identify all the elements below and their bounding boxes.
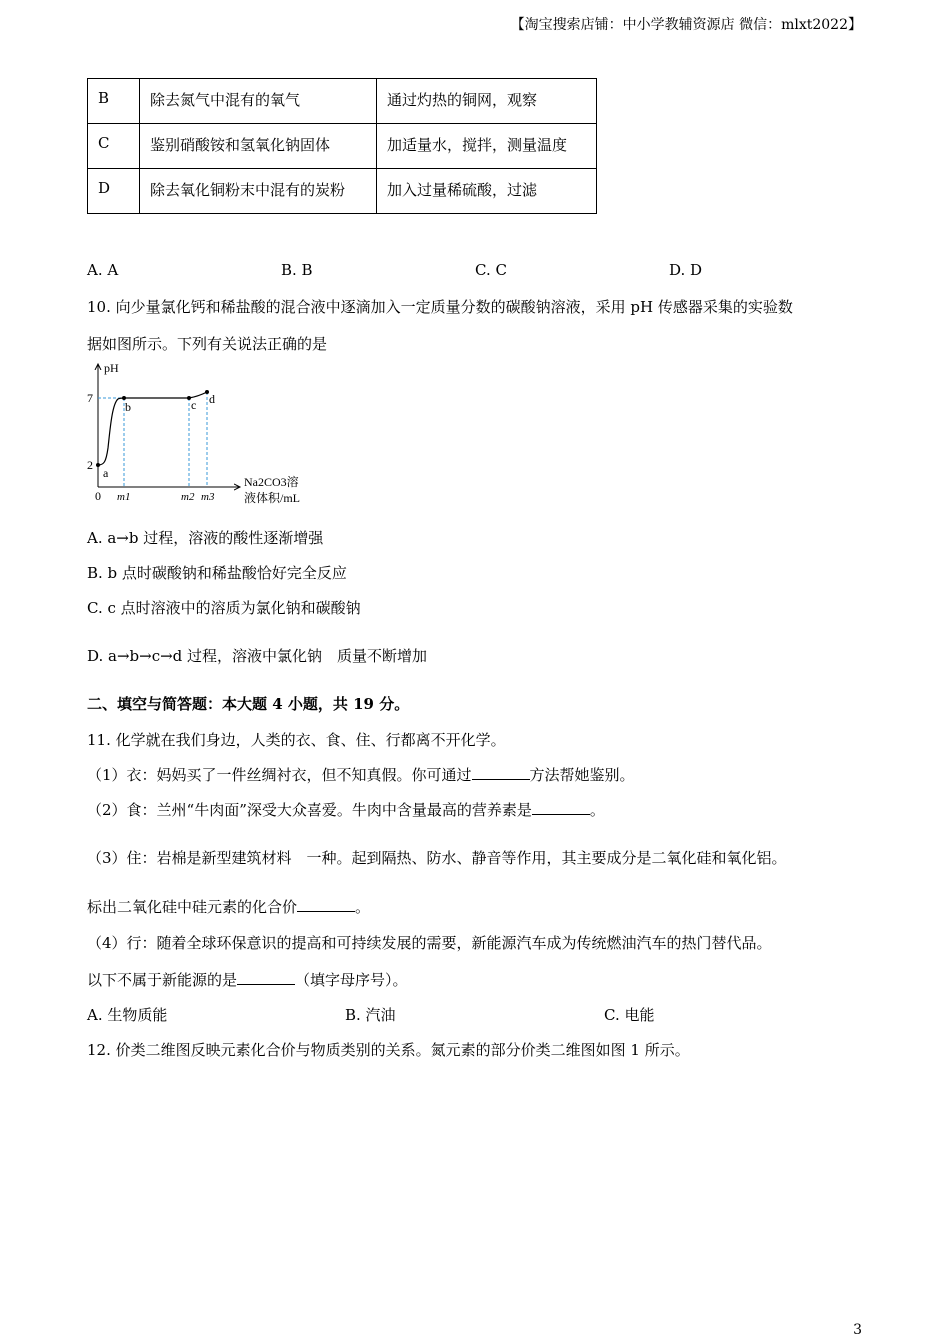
x-axis-label-line1: Na2CO3溶 — [244, 475, 299, 489]
y-axis-label: pH — [104, 361, 119, 375]
q11-part2-text: （2）食：兰州“牛肉面”深受大众喜爱。牛肉中含量最高的营养素是 — [87, 801, 532, 819]
answer-blank[interactable] — [297, 897, 355, 912]
row-purpose: 除去氧化铜粉末中混有的炭粉 — [140, 169, 377, 214]
q11-part4-tail: （填字母序号）。 — [295, 971, 408, 989]
point-a — [96, 463, 100, 467]
row-method: 通过灼热的铜网，观察 — [377, 79, 597, 124]
x-tick-m3: m3 — [201, 491, 215, 503]
q11-option-c: C. 电能 — [604, 1006, 655, 1024]
point-label-c: c — [191, 398, 197, 412]
options-table — [87, 78, 597, 214]
table-row — [88, 124, 597, 169]
page-header: 【淘宝搜索店铺：中小学教辅资源店 微信：mlxt2022】 — [510, 17, 862, 33]
x-axis-label-line2: 液体积/mL — [244, 491, 300, 505]
page-number: 3 — [853, 1322, 862, 1338]
answer-blank[interactable] — [237, 970, 295, 985]
q12-stem: 12. 价类二维图反映元素化合价与物质类别的关系。氮元素的部分价类二维图如图 1 所示。 — [87, 1041, 690, 1059]
q10-stem-line2: 据如图所示。下列有关说法正确的是 — [87, 335, 328, 353]
q9-option-c: C. C — [475, 261, 507, 279]
row-method: 加适量水，搅拌，测量温度 — [377, 124, 597, 169]
row-label: B — [88, 79, 140, 124]
q11-option-b: B. 汽油 — [345, 1006, 396, 1024]
q11-part3-line1: （3）住：岩棉是新型建筑材料 一种。起到隔热、防水、静音等作用，其主要成分是二氧化硅和氧化铝。 — [87, 849, 787, 867]
q10-stem-line1: 10. 向少量氯化钙和稀盐酸的混合液中逐滴加入一定质量分数的碳酸钠溶液，采用 pH 传感器采集的实验数 — [87, 298, 793, 316]
row-label: C — [88, 124, 140, 169]
q11-part1-tail: 方法帮她鉴别。 — [529, 766, 635, 784]
x-tick-m1: m1 — [117, 491, 131, 503]
q10-option-b: B. b 点时碳酸钠和稀盐酸恰好完全反应 — [87, 564, 347, 582]
point-label-b: b — [125, 400, 131, 414]
point-label-d: d — [209, 392, 215, 406]
row-purpose: 鉴别硝酸铵和氢氧化钠固体 — [140, 124, 377, 169]
origin-label: 0 — [95, 489, 101, 503]
table-row — [88, 169, 597, 214]
row-purpose: 除去氮气中混有的氧气 — [140, 79, 377, 124]
row-label: D — [88, 169, 140, 214]
q11-part1-text: （1）衣：妈妈买了一件丝绸衬衣，但不知真假。你可通过 — [87, 766, 472, 784]
q11-part3-text: 标出二氧化硅中硅元素的化合价 — [87, 898, 298, 916]
q11-part3-tail: 。 — [355, 898, 371, 916]
q11-part2-tail: 。 — [589, 801, 605, 819]
q11-part4-line2 — [87, 969, 408, 990]
ph-chart — [82, 360, 342, 510]
y-tick-2: 2 — [87, 458, 93, 472]
q11-part4-line1: （4）行：随着全球环保意识的提高和可持续发展的需要，新能源汽车成为传统燃油汽车的热门替代品。 — [87, 934, 772, 952]
q9-option-a: A. A — [87, 261, 119, 279]
q11-part2 — [87, 799, 605, 820]
row-method: 加入过量稀硫酸，过滤 — [377, 169, 597, 214]
answer-blank[interactable] — [472, 765, 530, 780]
q9-option-d: D. D — [669, 261, 703, 279]
table-row — [88, 79, 597, 124]
x-tick-m2: m2 — [181, 491, 195, 503]
q9-option-b: B. B — [281, 261, 313, 279]
q11-option-a: A. 生物质能 — [87, 1006, 168, 1024]
q10-option-d: D. a→b→c→d 过程，溶液中氯化钠 质量不断增加 — [87, 647, 428, 665]
answer-blank[interactable] — [532, 800, 590, 815]
q10-option-c: C. c 点时溶液中的溶质为氯化钠和碳酸钠 — [87, 599, 361, 617]
q10-option-a: A. a→b 过程，溶液的酸性逐渐增强 — [87, 529, 324, 547]
y-tick-7: 7 — [87, 391, 93, 405]
q11-stem: 11. 化学就在我们身边，人类的衣、食、住、行都离不开化学。 — [87, 731, 506, 749]
point-label-a: a — [103, 466, 109, 480]
q11-part1 — [87, 764, 635, 785]
q11-part3-line2 — [87, 896, 370, 917]
section-heading: 二、填空与简答题：本大题 4 小题，共 19 分。 — [87, 695, 410, 713]
q11-part4-text: 以下不属于新能源的是 — [87, 971, 238, 989]
